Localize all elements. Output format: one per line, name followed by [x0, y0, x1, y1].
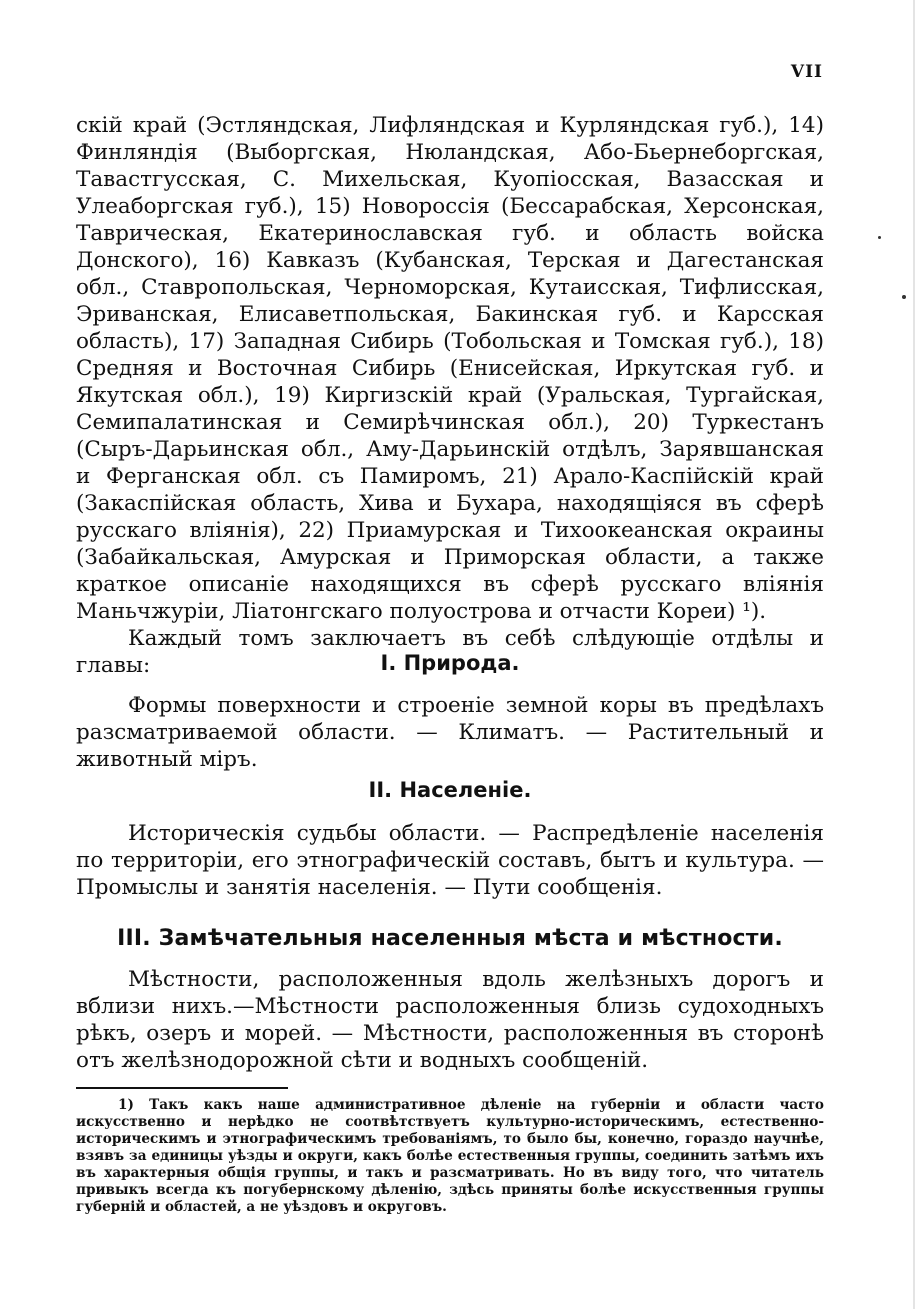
- section-heading-population: II. Населеніе.: [368, 778, 532, 802]
- footnote-divider: [76, 1087, 288, 1089]
- section-places-block: [76, 966, 824, 1074]
- page-number: VII: [790, 62, 823, 82]
- scan-speck: [878, 236, 881, 239]
- contents-intro: Каждый томъ заключаетъ въ себѣ слѣдующіе отдѣлы и главы:: [76, 626, 824, 678]
- region-list-paragraph-block: [76, 112, 824, 679]
- section-heading-nature: I. Природа.: [380, 651, 520, 675]
- section-population-text: Историческія судьбы области. — Распредѣленіе населенія по территоріи, его этнографическій составъ, бытъ и культура. — Промыслы и занятія населенія. — Пути сообщенія.: [76, 821, 824, 900]
- section-population-block: [76, 820, 824, 901]
- region-list-paragraph: скій край (Эстляндская, Лифляндская и Курляндская губ.), 14) Финляндія (Выборгская, Нюландская, Або-Бьернеборгская, Тавастгусская, С. Михельская, Куопіосская, Вазасская и Улеаборгская губ.), 15) Новороссія (Бессарабская, Херсонская, Таврическая, Екатеринославская губ. и область войска Донского), 16) Кавказъ (Кубанская, Терская и Дагестанская обл., Ставропольская, Черноморская, Кутаисская, Тифлисская, Эриванская, Елисаветпольская, Бакинская губ. и Карсская область), 17) Западная Сибирь (Тобольская и Томская губ.), 18) Средняя и Восточная Сибирь (Енисейская, Иркутская губ. и Якутская обл.), 19) Киргизскій край (Уральская, Тургайская, Семипалатинская и Семирѣчинская обл.), 20) Туркестанъ (Сыръ-Дарьинская обл., Аму-Дарьинскій отдѣлъ, Зарявшанская и Ферганская обл. съ Памиромъ, 21) Арало-Каспійскій край (Закаспійская область, Хива и Бухара, находящіяся въ сферѣ русскаго вліянія), 22) Приамурская и Тихоокеанская окраины (Забайкальская, Амурская и Приморская области, а также краткое описаніе находящихся въ сферѣ русскаго вліянія Маньчжуріи, Ліатонгскаго полуострова и отчасти Кореи) ¹).: [76, 113, 824, 624]
- section-heading-places: III. Замѣчательныя населенныя мѣста и мѣстности.: [117, 926, 783, 951]
- scan-speck: [902, 295, 906, 299]
- section-places-text: Мѣстности, расположенныя вдоль желѣзныхъ дорогъ и вблизи нихъ.—Мѣстности расположенныя близь судоходныхъ рѣкъ, озеръ и морей. — Мѣстности, расположенныя въ сторонѣ отъ желѣзнодорожной сѣти и водныхъ сообщеній.: [76, 967, 824, 1073]
- section-nature-block: [76, 692, 824, 773]
- footnote: 1) Такъ какъ наше административное дѣленіе на губерніи и области часто искусственно и нерѣдко не соотвѣтствуетъ культурно-историческимъ, естественно-историческимъ и этнографическимъ требованіямъ, то было бы, конечно, гораздо научнѣе, взявъ за единицы уѣзды и округи, какъ болѣе естественныя группы, соединить затѣмъ ихъ въ характерныя общія группы, и такъ и разсматривать. Но въ виду того, что читатель привыкъ всегда къ погубернскому дѣленію, здѣсь приняты болѣе искусственныя группы губерній и областей, а не уѣздовъ и округовъ.: [76, 1097, 824, 1215]
- section-nature-text: Формы поверхности и строеніе земной коры въ предѣлахъ разсматриваемой области. — Климатъ. — Растительный и животный міръ.: [76, 693, 824, 772]
